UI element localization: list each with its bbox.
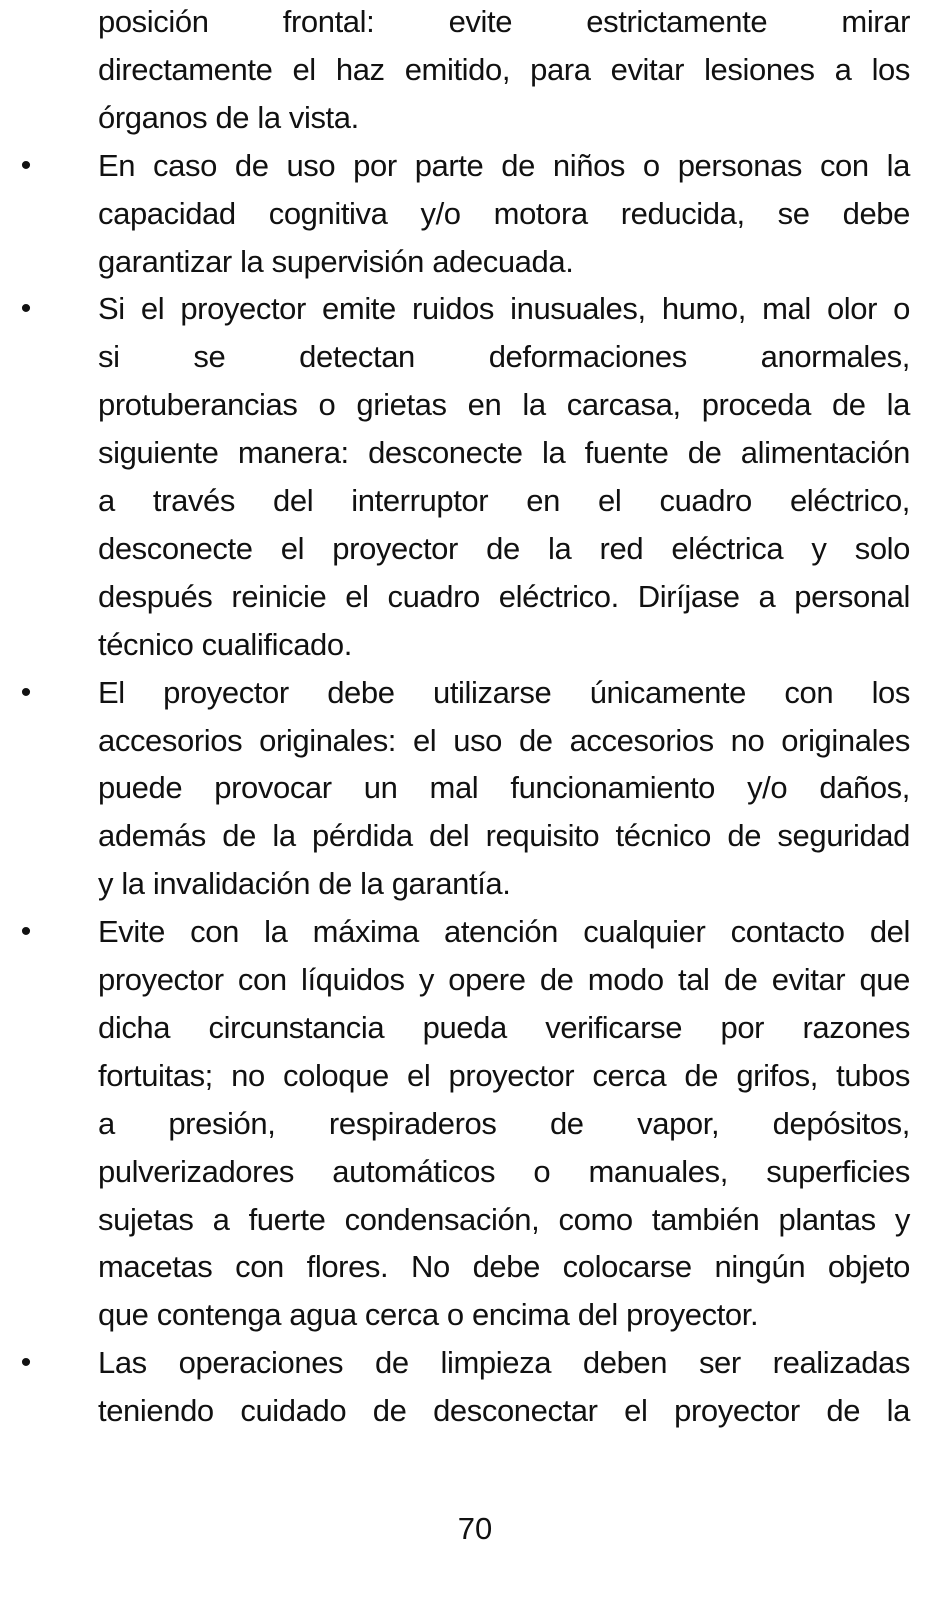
text-line: siguiente manera: desconecte la fuente de alimentación <box>98 435 910 471</box>
text-line: posición frontal: evite estrictamente mirar <box>98 4 910 39</box>
text-line: dicha circunstancia pueda verificarse por razones <box>98 1009 910 1045</box>
text-line: si se detectan deformaciones anormales, <box>98 339 910 375</box>
text-line: puede provocar un mal funcionamiento y/o daños, <box>98 770 910 806</box>
text-line: a presión, respiraderos de vapor, depósitos, <box>98 1105 910 1141</box>
text-line: órganos de la vista. <box>98 99 359 135</box>
text-line: y la invalidación de la garantía. <box>98 866 511 902</box>
text-line: fortuitas; no coloque el proyector cerca de grifos, tubos <box>98 1057 910 1093</box>
text-line: accesorios originales: el uso de accesorios no originales <box>98 722 910 758</box>
bullet-icon: • <box>20 915 32 949</box>
text-line: pulverizadores automáticos o manuales, superficies <box>98 1153 910 1189</box>
bullet-icon: • <box>20 148 32 182</box>
text-line: macetas con flores. No debe colocarse ningún objeto <box>98 1249 910 1285</box>
text-line: además de la pérdida del requisito técnico de seguridad <box>98 818 910 854</box>
text-line: El proyector debe utilizarse únicamente con los <box>98 674 910 710</box>
text-line: protuberancias o grietas en la carcasa, proceda de la <box>98 387 910 423</box>
text-line: técnico cualificado. <box>98 626 352 662</box>
text-line: sujetas a fuerte condensación, como también plantas y <box>98 1201 910 1237</box>
text-line: proyector con líquidos y opere de modo tal de evitar que <box>98 962 910 997</box>
text-line: capacidad cognitiva y/o motora reducida, se debe <box>98 195 910 231</box>
bullet-icon: • <box>20 292 32 326</box>
text-line: directamente el haz emitido, para evitar lesiones a los <box>98 51 910 87</box>
text-line: garantizar la supervisión adecuada. <box>98 243 574 279</box>
bullet-icon: • <box>20 1346 32 1380</box>
text-line: Evite con la máxima atención cualquier contacto del <box>98 914 910 950</box>
text-line: Si el proyector emite ruidos inusuales, humo, mal olor o <box>98 291 910 327</box>
page-number: 70 <box>457 1511 493 1546</box>
text-line: Las operaciones de limpieza deben ser realizadas <box>98 1345 910 1381</box>
text-line: después reinicie el cuadro eléctrico. Diríjase a personal <box>98 578 910 614</box>
text-line: teniendo cuidado de desconectar el proyector de la <box>98 1393 910 1429</box>
text-line: que contenga agua cerca o encima del proyector. <box>98 1297 759 1333</box>
text-line: desconecte el proyector de la red eléctrica y solo <box>98 530 910 566</box>
text-line: En caso de uso por parte de niños o personas con la <box>98 147 910 183</box>
bullet-icon: • <box>20 675 32 709</box>
text-line: a través del interruptor en el cuadro eléctrico, <box>98 483 910 518</box>
